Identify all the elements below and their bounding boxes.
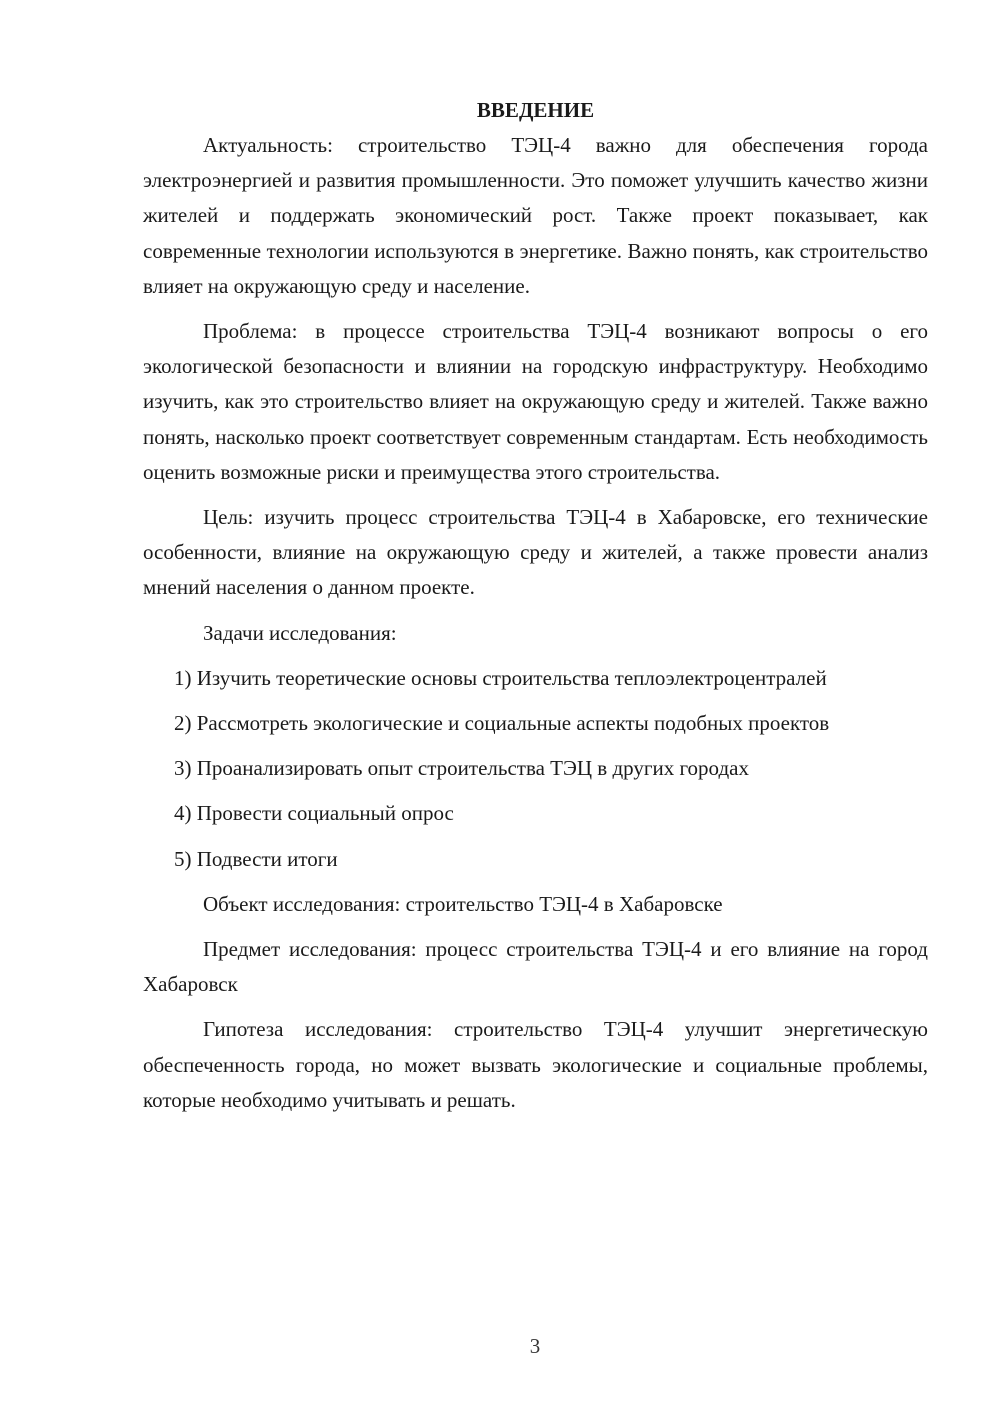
list-item: 4) Провести социальный опрос xyxy=(174,801,454,826)
object-paragraph: Объект исследования: строительство ТЭЦ-4 в Хабаровске xyxy=(203,891,723,916)
goal-paragraph: Цель: изучить процесс строительства ТЭЦ-4 в Хабаровске, его технические особенности, влияние на окружающую среду и жителей, а также провести анализ мнений населения о данном проекте. xyxy=(143,505,928,600)
list-item: 3) Проанализировать опыт строительства ТЭЦ в других городах xyxy=(174,756,749,781)
relevance-paragraph: Актуальность: строительство ТЭЦ-4 важно для обеспечения города электроэнергией и развития промышленности. Это поможет улучшить качество жизни жителей и поддержать экономический рост. Также проект показывает, как современные технологии используются в энергетике. Важно понять, как строительство влияет на окружающую среду и население. xyxy=(143,133,928,298)
tasks-title: Задачи исследования: xyxy=(203,620,397,645)
document-page xyxy=(143,92,928,1118)
list-item: 2) Рассмотреть экологические и социальные аспекты подобных проектов xyxy=(174,711,830,736)
list-item: 1) Изучить теоретические основы строительства теплоэлектроцентралей xyxy=(174,665,827,690)
subject-paragraph: Предмет исследования: процесс строительства ТЭЦ-4 и его влияние на город Хабаровск xyxy=(143,937,928,997)
problem-paragraph: Проблема: в процессе строительства ТЭЦ-4 возникают вопросы о его экологической безопасности и влиянии на городскую инфраструктуру. Необходимо изучить, как это строительство влияет на окружающую среду и жителей. Также важно понять, насколько проект соответствует современным стандартам. Есть необходимость оценить возможные риски и преимущества этого строительства. xyxy=(143,319,928,484)
tasks-list xyxy=(143,661,928,877)
page-number: 3 xyxy=(529,1334,541,1358)
page-title: ВВЕДЕНИЕ xyxy=(476,98,595,122)
hypothesis-paragraph: Гипотеза исследования: строительство ТЭЦ-4 улучшит энергетическую обеспеченность города, но может вызвать экологические и социальные проблемы, которые необходимо учитывать и решать. xyxy=(143,1017,928,1112)
list-item: 5) Подвести итоги xyxy=(174,846,338,871)
